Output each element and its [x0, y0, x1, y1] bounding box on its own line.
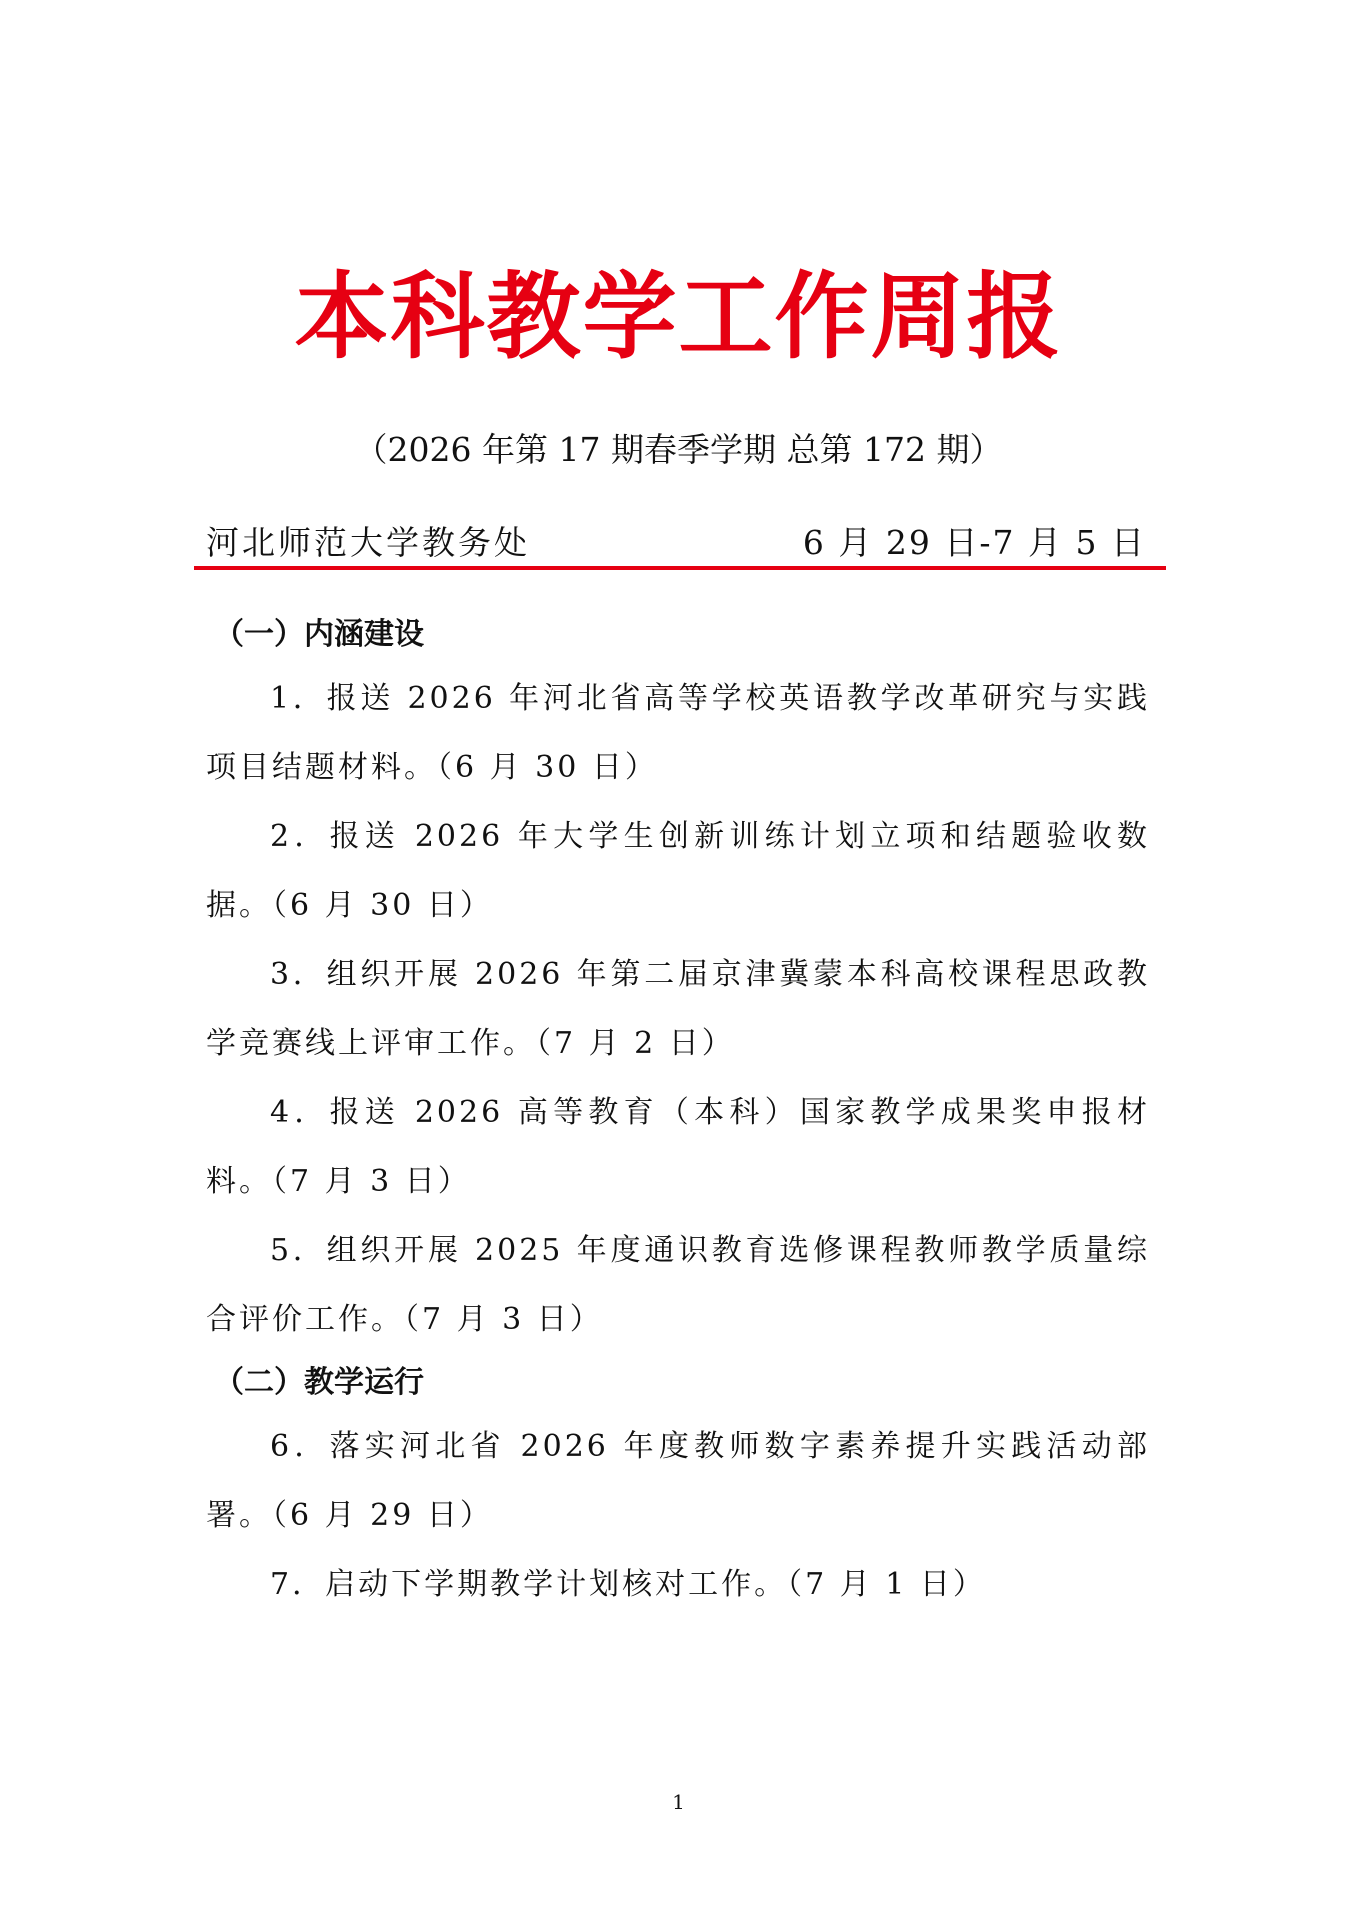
list-item: 1．报送 2026 年河北省高等学校英语教学改革研究与实践项目结题材料。（6 月 30 日）	[206, 681, 1150, 785]
report-title: 本科教学工作周报	[294, 263, 1063, 372]
page-number: 1	[672, 1790, 685, 1814]
section-teaching-operation	[206, 1354, 1150, 1619]
masthead	[206, 514, 1150, 570]
report-body	[206, 606, 1150, 1619]
section-connotation-building	[206, 606, 1150, 1354]
date-range: 6 月 29 日-7 月 5 日	[802, 523, 1146, 562]
section-heading: （一）内涵建设	[214, 617, 424, 652]
organization-name: 河北师范大学教务处	[206, 523, 530, 562]
list-item: 5．组织开展 2025 年度通识教育选修课程教师教学质量综合评价工作。（7 月 3 日）	[206, 1233, 1150, 1337]
section-heading: （二）教学运行	[214, 1365, 424, 1400]
list-item: 2．报送 2026 年大学生创新训练计划立项和结题验收数据。（6 月 30 日）	[206, 819, 1150, 923]
list-item: 3．组织开展 2026 年第二届京津冀蒙本科高校课程思政教学竞赛线上评审工作。（7 月 2 日）	[206, 957, 1150, 1061]
red-divider-rule	[194, 566, 1166, 570]
list-item: 6．落实河北省 2026 年度教师数字素养提升实践活动部署。（6 月 29 日）	[206, 1429, 1150, 1533]
issue-line: （2026 年第 17 期春季学期 总第 172 期）	[354, 430, 1003, 469]
list-item: 7．启动下学期教学计划核对工作。（7 月 1 日）	[270, 1567, 986, 1602]
list-item: 4．报送 2026 高等教育（本科）国家教学成果奖申报材料。（7 月 3 日）	[206, 1095, 1150, 1199]
